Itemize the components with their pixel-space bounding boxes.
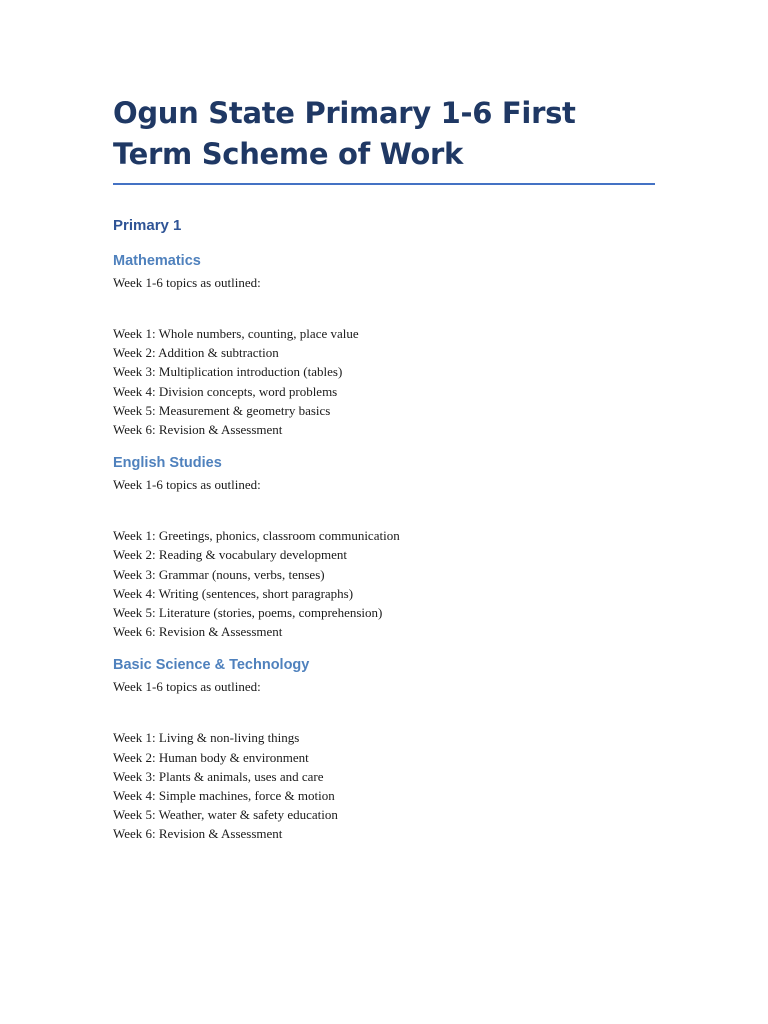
subject-heading: Basic Science & Technology [113, 657, 310, 674]
week-item: Week 1: Greetings, phonics, classroom communication [113, 528, 400, 544]
week-item: Week 5: Literature (stories, poems, comprehension) [113, 605, 383, 621]
subject-section-basic-science [113, 655, 655, 843]
week-item: Week 1: Living & non-living things [113, 730, 300, 746]
week-list [113, 526, 655, 641]
week-item: Week 5: Weather, water & safety education [113, 807, 338, 823]
subject-heading: English Studies [113, 455, 222, 472]
document-page [113, 93, 655, 844]
section-intro: Week 1-6 topics as outlined: [113, 679, 261, 695]
subject-section-mathematics [113, 251, 655, 439]
grade-heading: Primary 1 [113, 217, 182, 234]
week-item: Week 6: Revision & Assessment [113, 826, 283, 842]
week-item: Week 1: Whole numbers, counting, place value [113, 326, 359, 341]
week-item: Week 6: Revision & Assessment [113, 624, 283, 640]
week-item: Week 5: Measurement & geometry basics [113, 402, 331, 418]
subject-section-english [113, 453, 655, 641]
week-item: Week 2: Reading & vocabulary development [113, 547, 347, 563]
section-intro: Week 1-6 topics as outlined: [113, 477, 261, 493]
week-item: Week 4: Writing (sentences, short paragraphs) [113, 585, 354, 601]
week-item: Week 6: Revision & Assessment [113, 422, 283, 438]
week-item: Week 3: Multiplication introduction (tables) [113, 364, 343, 380]
week-item: Week 2: Human body & environment [113, 749, 309, 765]
week-item: Week 3: Grammar (nouns, verbs, tenses) [113, 566, 325, 582]
week-list [113, 324, 655, 439]
week-item: Week 2: Addition & subtraction [113, 345, 279, 361]
document-title: Ogun State Primary 1-6 First Term Scheme of Work [113, 93, 655, 185]
section-intro: Week 1-6 topics as outlined: [113, 275, 261, 290]
subject-heading: Mathematics [113, 253, 201, 269]
week-item: Week 3: Plants & animals, uses and care [113, 768, 324, 784]
week-item: Week 4: Division concepts, word problems [113, 383, 338, 399]
week-list [113, 728, 655, 843]
week-item: Week 4: Simple machines, force & motion [113, 788, 335, 804]
